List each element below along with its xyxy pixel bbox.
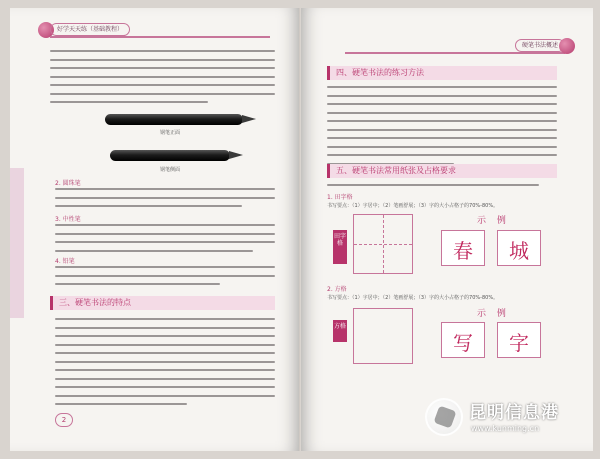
subhead-pencil: 4. 铅笔 — [55, 258, 75, 265]
pen-caption-2: 钢笔侧面 — [160, 167, 181, 173]
left-page-header — [50, 22, 270, 38]
section-title-3: 三、硬笔书法的特点 — [50, 296, 275, 310]
tianzige-grid — [353, 214, 413, 274]
pencil-paragraph — [55, 266, 275, 292]
left-header-text: 好学天天练（基础教程） — [50, 23, 130, 36]
sample-char-1: 春 — [453, 239, 473, 263]
fountain-pen-image-1 — [105, 114, 243, 125]
fangge-grid — [353, 308, 413, 364]
practice-paragraph — [327, 86, 557, 171]
site-watermark — [419, 392, 594, 444]
pen-nib-1 — [242, 115, 256, 123]
intro-paragraph — [50, 50, 275, 110]
pen-caption-1: 钢笔正面 — [160, 130, 181, 136]
right-page-header — [345, 38, 565, 54]
subhead-gel-pen: 3. 中性笔 — [55, 216, 81, 223]
left-page — [10, 8, 300, 451]
grid-item-2-label: 2. 方格 — [327, 286, 347, 293]
watermark-url: www.kunming.cn — [471, 424, 540, 433]
page-edge-band — [10, 168, 24, 318]
grid-2-requirement: 书写要点：（1）字居中；（2）笔画舒展；（3）字的大小占格子的70%-80%。 — [327, 295, 499, 301]
ballpoint-paragraph — [55, 188, 275, 214]
sample-char-2: 城 — [509, 239, 529, 263]
sample-char-4: 字 — [509, 331, 529, 355]
fountain-pen-image-2 — [110, 150, 230, 161]
tianzige-tag: 田字格 — [333, 230, 347, 264]
section-title-4: 四、硬笔书法的练习方法 — [327, 66, 557, 80]
features-paragraph — [55, 318, 275, 412]
subhead-ballpoint: 2. 圆珠笔 — [55, 180, 81, 187]
fangge-tag: 方格 — [333, 320, 347, 342]
section-title-5: 五、硬笔书法常用纸张及占格要求 — [327, 164, 557, 178]
sample-char-cell-2 — [497, 230, 541, 266]
watermark-title: 昆明信息港 — [469, 403, 559, 423]
kunming-logo-icon — [425, 398, 463, 436]
sample-char-cell-1 — [441, 230, 485, 266]
page-number: 2 — [55, 413, 73, 427]
paper-paragraph — [327, 184, 557, 193]
flower-decoration-icon — [559, 38, 575, 54]
sample-char-cell-4 — [497, 322, 541, 358]
grid-2-sample-title: 示 例 — [477, 309, 510, 319]
grid-1-sample-title: 示 例 — [477, 216, 510, 226]
pen-nib-2 — [229, 151, 243, 159]
gel-pen-paragraph — [55, 224, 275, 258]
sample-char-3: 写 — [453, 331, 473, 355]
right-page — [301, 8, 593, 451]
right-header-text: 硬笔书法概述 — [515, 39, 565, 52]
grid-1-requirement: 书写要点：（1）字居中；（2）笔画舒展；（3）字的大小占格子的70%-80%。 — [327, 203, 499, 209]
grid-item-1-label: 1. 田字格 — [327, 194, 353, 201]
sample-char-cell-3 — [441, 322, 485, 358]
